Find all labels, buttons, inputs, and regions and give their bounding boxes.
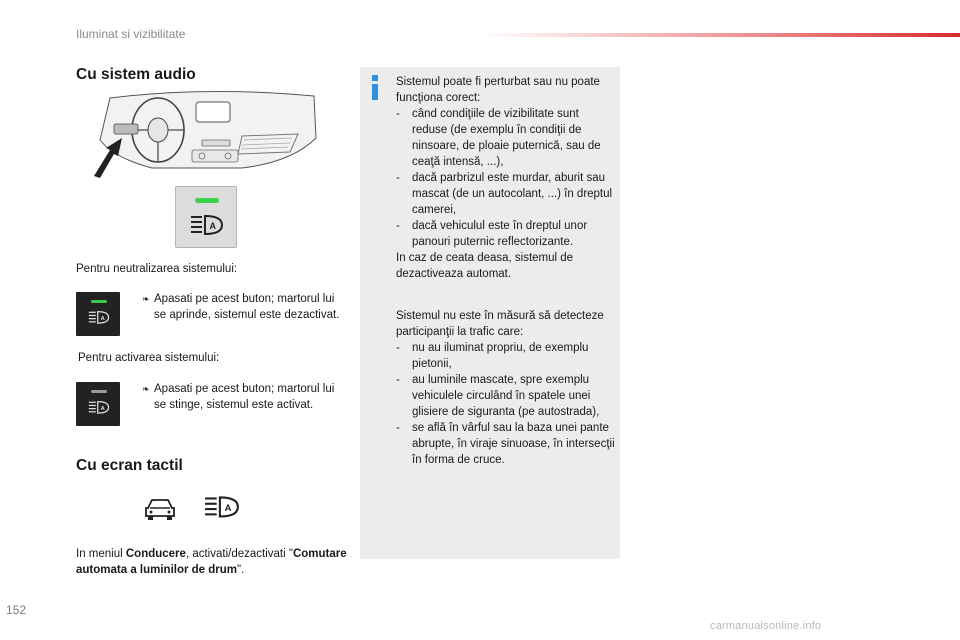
dash-mark: - (396, 422, 400, 434)
step-arrow-icon: ❧ (142, 294, 150, 304)
list-item-text: au luminile mascate, spre exemplu vehiculele circulând în spatele unei glisiere de siguranta (pe autostrada), (412, 374, 600, 418)
button-lamp-off (76, 382, 120, 426)
touch-menu-instruction (76, 546, 356, 578)
list-item-text: dacă vehiculul este în dreptul unor panouri puternic reflectorizante. (412, 220, 588, 248)
dash-mark: - (396, 220, 400, 232)
step-activate (142, 381, 342, 413)
step-activate-text: Apasati pe acest buton; martorul lui se stinge, sistemul este activat. (154, 383, 335, 411)
info-box (360, 67, 620, 559)
svg-text:A: A (100, 315, 105, 322)
intro-activate: Pentru activarea sistemului: (78, 352, 220, 364)
svg-text:A: A (209, 221, 216, 231)
menu-suffix: ". (237, 564, 245, 576)
info-paragraph-1 (396, 74, 616, 282)
svg-text:A: A (100, 405, 105, 412)
list-item (396, 420, 616, 468)
svg-text:A: A (224, 503, 232, 515)
step-arrow-icon: ❧ (142, 384, 150, 394)
dashboard-illustration (92, 88, 320, 180)
auto-high-beam-icon (204, 496, 240, 520)
indicator-lamp-off (91, 390, 107, 393)
list-item (396, 106, 616, 170)
list-item-text: se află în vârful sau la baza unei pante abrupte, în viraje sinuoase, în intersecţii în forma de cruce. (412, 422, 615, 466)
dash-mark: - (396, 374, 400, 386)
auto-high-beam-icon (190, 215, 224, 237)
menu-prefix: In meniul (76, 548, 126, 560)
info-p1-outro: In caz de ceata deasa, sistemul de dezactiveaza automat. (396, 252, 574, 280)
list-item-text: când condiţiile de vizibilitate sunt reduse (de exemplu în condiţii de ninsoare, de ploaie puternică, sau de ceaţă intensă, ...), (412, 108, 601, 168)
section-title-audio: Cu sistem audio (76, 66, 196, 83)
page-number: 152 (6, 603, 27, 617)
menu-setting: Comutare automata a luminilor de drum (76, 548, 347, 576)
list-item-text: nu au iluminat propriu, de exemplu pietonii, (412, 342, 589, 370)
menu-middle: , activati/dezactivati " (185, 548, 293, 560)
step-deactivate-text: Apasati pe acest buton; martorul lui se aprinde, sistemul este dezactivat. (154, 293, 340, 321)
auto-high-beam-icon (88, 311, 110, 325)
indicator-lamp-on (91, 300, 107, 303)
info-p1-intro: Sistemul poate fi perturbat sau nu poate funcţiona corect: (396, 76, 600, 104)
indicator-lamp (195, 198, 219, 203)
auto-high-beam-icon (88, 401, 110, 415)
dash-mark: - (396, 172, 400, 184)
info-p2-intro: Sistemul nu este în măsură să detecteze participanţii la trafic care: (396, 310, 604, 338)
list-item (396, 218, 616, 250)
car-icon (144, 496, 176, 522)
list-item (396, 340, 616, 372)
list-item (396, 372, 616, 420)
header-title: Iluminat si vizibilitate (76, 27, 186, 41)
watermark: carmanualsonline.info (710, 620, 822, 632)
section-title-touch: Cu ecran tactil (76, 457, 183, 474)
header-accent-line (480, 33, 960, 37)
button-lamp-on (76, 292, 120, 336)
list-item (396, 170, 616, 218)
dash-mark: - (396, 342, 400, 354)
info-paragraph-2 (396, 308, 616, 468)
dash-mark: - (396, 108, 400, 120)
intro-neutralize: Pentru neutralizarea sistemului: (76, 263, 238, 275)
auto-lighting-button-closeup (175, 186, 237, 248)
menu-name: Conducere (125, 548, 186, 560)
list-item-text: dacă parbrizul este murdar, aburit sau mascat (de un autocolant, ...) în dreptul camerei, (412, 172, 613, 216)
step-deactivate (142, 291, 342, 323)
info-icon (370, 75, 380, 99)
